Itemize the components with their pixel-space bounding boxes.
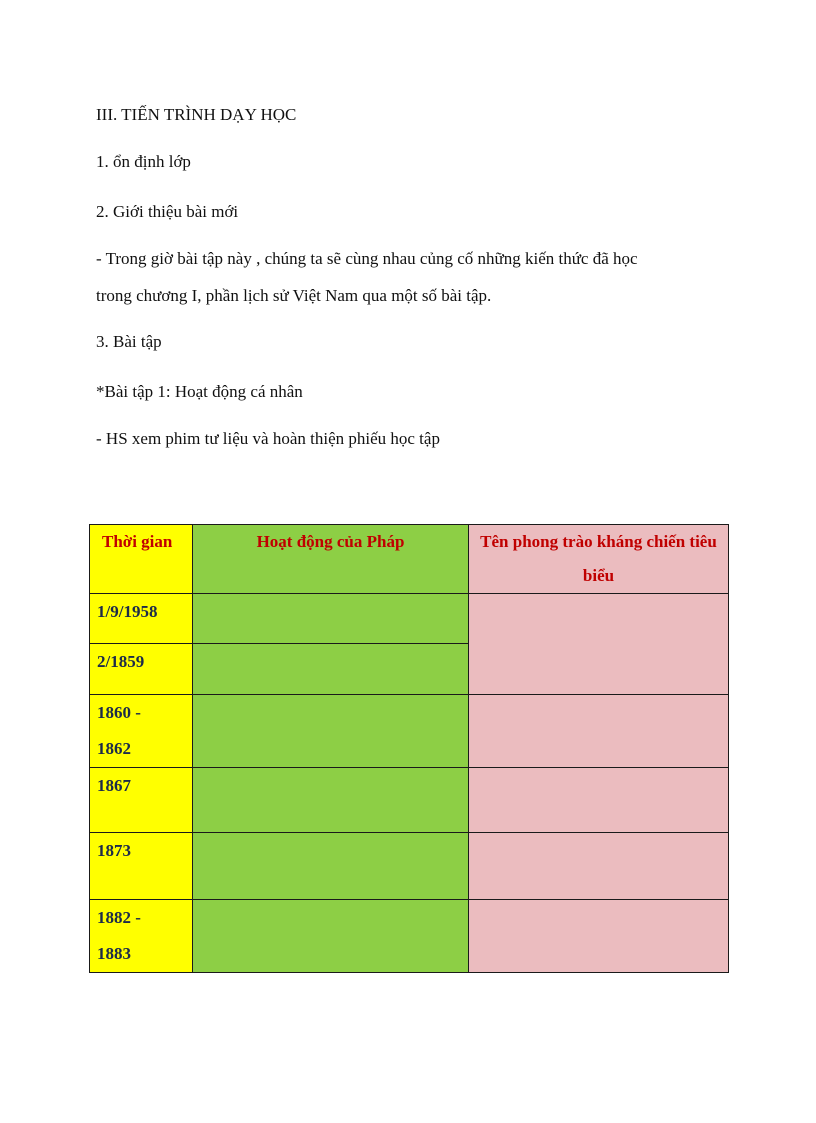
step-2-text: 2. Giới thiệu bài mới bbox=[96, 202, 239, 221]
header-time: Thời gian bbox=[102, 532, 173, 551]
header-row bbox=[90, 525, 729, 594]
activity-cell[interactable] bbox=[193, 768, 469, 833]
time-value: 2/1859 bbox=[97, 652, 145, 671]
time-value-line-2: 1862 bbox=[97, 739, 131, 758]
intro-line-1: - Trong giờ bài tập này , chúng ta sẽ cùng nhau củng cố những kiến thức đã học bbox=[96, 249, 638, 268]
time-cell bbox=[90, 594, 193, 644]
table-row bbox=[90, 695, 729, 768]
step-3-text: 3. Bài tập bbox=[96, 332, 162, 351]
time-value: 1882 - bbox=[97, 908, 141, 927]
section-heading: III. TIẾN TRÌNH DẠY HỌC bbox=[96, 105, 297, 124]
activity-cell[interactable] bbox=[193, 833, 469, 900]
step-1-text: 1. ổn định lớp bbox=[96, 152, 191, 171]
header-resistance-movement: Tên phong trào kháng chiến tiêu biểu bbox=[480, 532, 717, 585]
time-value: 1/9/1958 bbox=[97, 602, 158, 621]
time-value: 1860 - bbox=[97, 703, 141, 722]
movement-cell[interactable] bbox=[469, 900, 729, 973]
task-text: - HS xem phim tư liệu và hoàn thiện phiếu học tập bbox=[96, 429, 440, 448]
time-cell bbox=[90, 768, 193, 833]
table-row bbox=[90, 768, 729, 833]
time-value-line-2: 1883 bbox=[97, 944, 131, 963]
activity-cell[interactable] bbox=[193, 900, 469, 973]
table-row bbox=[90, 594, 729, 644]
activity-cell[interactable] bbox=[193, 695, 469, 768]
movement-cell[interactable] bbox=[469, 833, 729, 900]
table-row bbox=[90, 833, 729, 900]
worksheet-table bbox=[89, 524, 729, 973]
header-french-activity: Hoạt động của Pháp bbox=[256, 532, 405, 551]
movement-cell[interactable] bbox=[469, 768, 729, 833]
header-activity-cell bbox=[193, 525, 469, 594]
movement-cell[interactable] bbox=[469, 594, 729, 695]
time-value: 1867 bbox=[97, 776, 131, 795]
exercise-1-text: *Bài tập 1: Hoạt động cá nhân bbox=[96, 382, 303, 401]
header-movement-cell bbox=[469, 525, 729, 594]
movement-cell[interactable] bbox=[469, 695, 729, 768]
table-row bbox=[90, 900, 729, 973]
time-cell bbox=[90, 833, 193, 900]
time-cell bbox=[90, 695, 193, 768]
header-time-cell bbox=[90, 525, 193, 594]
time-cell bbox=[90, 644, 193, 695]
time-value: 1873 bbox=[97, 841, 131, 860]
activity-cell[interactable] bbox=[193, 594, 469, 644]
intro-line-2: trong chương I, phần lịch sử Việt Nam qua một số bài tập. bbox=[96, 286, 492, 305]
time-cell bbox=[90, 900, 193, 973]
activity-cell[interactable] bbox=[193, 644, 469, 695]
